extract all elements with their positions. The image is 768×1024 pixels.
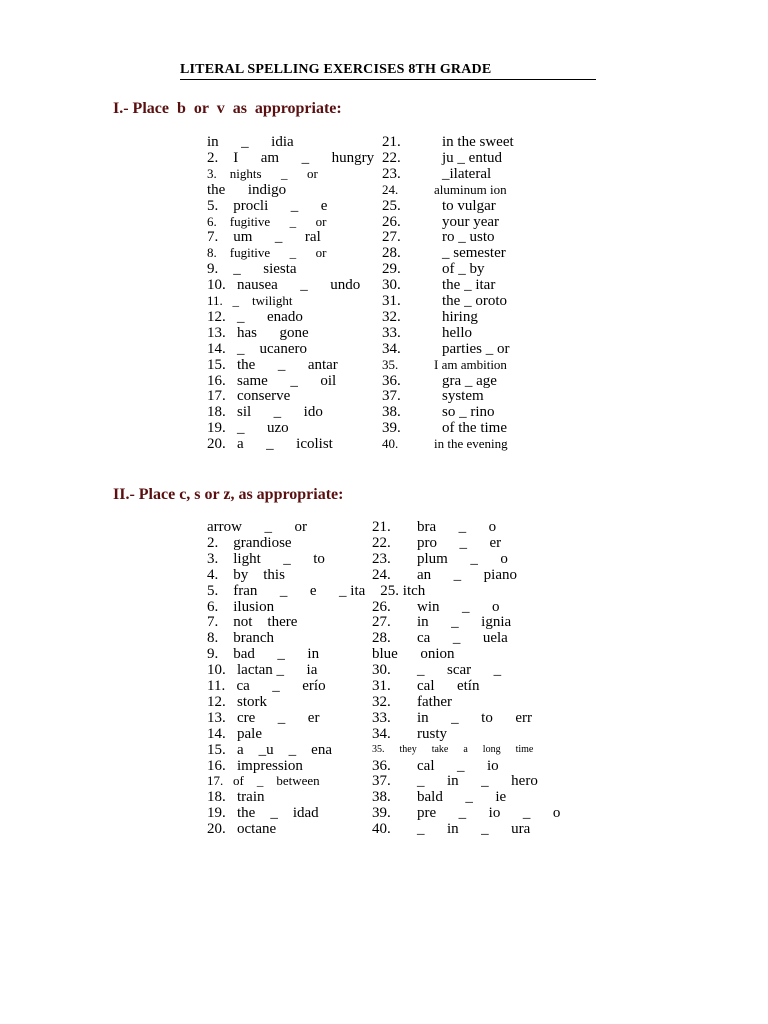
exercise-item: 33. in _ to err <box>372 709 532 726</box>
exercise-item: in _ idia <box>207 134 294 150</box>
exercise-item: 8. branch <box>207 630 275 647</box>
exercise-item: 6. ilusion <box>207 598 275 615</box>
exercise-item: 37. _ in _ hero <box>372 773 538 790</box>
exercise-item: 27. in _ ignia <box>372 614 512 631</box>
exercise-item: 27. ro _ usto <box>382 229 495 246</box>
exercise-item: 23. plum _ o <box>372 550 508 567</box>
exercise-item: 13. has gone <box>207 324 309 341</box>
exercise-item: 36. gra _ age <box>382 372 497 389</box>
exercise-item: 9. bad _ in <box>207 646 320 663</box>
exercise-item: 5. procli _ e <box>207 197 328 214</box>
exercise-item: 24. aluminum ion <box>382 181 507 197</box>
exercise-item: 11. _ twilight <box>207 293 293 308</box>
exercise-item: 11. ca _ erío <box>207 678 326 694</box>
exercise-item: 17. of _ between <box>207 773 320 789</box>
exercise-item: 13. cre _ er <box>207 709 320 726</box>
exercise-item: 34. rusty <box>372 725 447 742</box>
exercise-item: 3. light _ to <box>207 550 325 567</box>
exercise-item: 28. ca _ uela <box>372 630 508 647</box>
exercise-item: 23. _ilateral <box>382 165 492 182</box>
exercise-item: 3. nights _ or <box>207 165 318 181</box>
exercise-item: 7. not there <box>207 614 298 631</box>
exercise-item: 14. _ ucanero <box>207 340 307 357</box>
exercise-item: 25. to vulgar <box>382 197 496 214</box>
exercise-item: 2. I am _ hungry <box>207 149 375 166</box>
exercise-item: 26. win _ o <box>372 598 500 615</box>
exercise-item: 39. of the time <box>382 420 507 437</box>
exercise-item: 19. the _ idad <box>207 805 319 822</box>
exercise-item: 15. the _ antar <box>207 356 338 373</box>
exercise-item: 10. nausea _ undo <box>207 277 361 294</box>
exercise-item: 36. cal _ io <box>372 757 499 774</box>
exercise-item: 35. I am ambition <box>382 356 507 372</box>
exercise-item: arrow _ or <box>207 519 307 535</box>
exercise-item: 18. train <box>207 789 265 806</box>
exercise-item: 39. pre _ io _ o <box>372 805 561 822</box>
exercise-item: 38. so _ rino <box>382 404 495 421</box>
exercise-item: 16. same _ oil <box>207 372 337 389</box>
exercise-item: 12. stork <box>207 693 267 710</box>
exercise-item: 21. in the sweet <box>382 134 514 150</box>
exercise-item: 22. ju _ entud <box>382 149 502 166</box>
exercise-item: 35. they take a long time <box>372 743 534 755</box>
exercise-item: 40. in the evening <box>382 436 508 452</box>
exercise-item: 33. hello <box>382 324 472 341</box>
exercise-item: 21. bra _ o <box>372 519 497 535</box>
exercise-item: 40. _ in _ ura <box>372 821 531 838</box>
exercise-item: 31. cal etín <box>372 678 480 694</box>
exercise-item: 37. system <box>382 388 484 405</box>
exercise-item: 6. fugitive _ or <box>207 213 327 229</box>
exercise-item: 4. by this <box>207 566 285 583</box>
exercise-item: 20. a _ icolist <box>207 436 333 453</box>
exercise-item: 9. _ siesta <box>207 261 297 278</box>
exercise-item: 32. hiring <box>382 308 478 325</box>
exercise-item: 5. fran _ e _ ita 25. itch <box>207 582 426 599</box>
exercise-item: 8. fugitive _ or <box>207 245 327 261</box>
exercise-item: 32. father <box>372 693 452 710</box>
exercise-item: 28. _ semester <box>382 245 506 262</box>
exercise-item: 14. pale <box>207 725 262 742</box>
exercise-item: 29. of _ by <box>382 261 485 278</box>
exercise-item: 38. bald _ ie <box>372 789 507 806</box>
section-heading-c-s-z: II.- Place c, s or z, as appropriate: <box>113 486 344 503</box>
document-title: LITERAL SPELLING EXERCISES 8TH GRADE <box>180 62 596 80</box>
exercise-item: 30. the _ itar <box>382 277 496 294</box>
exercise-item: 31. the _ oroto <box>382 293 507 309</box>
exercise-item: 19. _ uzo <box>207 420 289 437</box>
exercise-item: 20. octane <box>207 821 277 838</box>
exercise-item: 15. a _u _ ena <box>207 741 332 758</box>
exercise-item: 7. um _ ral <box>207 229 321 246</box>
section-heading-b-v: I.- Place b or v as appropriate: <box>113 100 342 117</box>
exercise-item: 18. sil _ ido <box>207 404 323 421</box>
exercise-item: blue onion <box>372 646 455 663</box>
exercise-item: 24. an _ piano <box>372 566 517 583</box>
exercise-item: 17. conserve <box>207 388 291 405</box>
exercise-item: 2. grandiose <box>207 534 292 551</box>
exercise-item: 26. your year <box>382 213 500 230</box>
exercise-item: 16. impression <box>207 757 303 774</box>
exercise-item: 34. parties _ or <box>382 340 510 357</box>
exercise-item: 30. _ scar _ <box>372 662 502 679</box>
exercise-item: 12. _ enado <box>207 308 303 325</box>
exercise-item: the indigo <box>207 181 287 198</box>
exercise-item: 10. lactan _ ia <box>207 662 318 679</box>
exercise-item: 22. pro _ er <box>372 534 502 551</box>
